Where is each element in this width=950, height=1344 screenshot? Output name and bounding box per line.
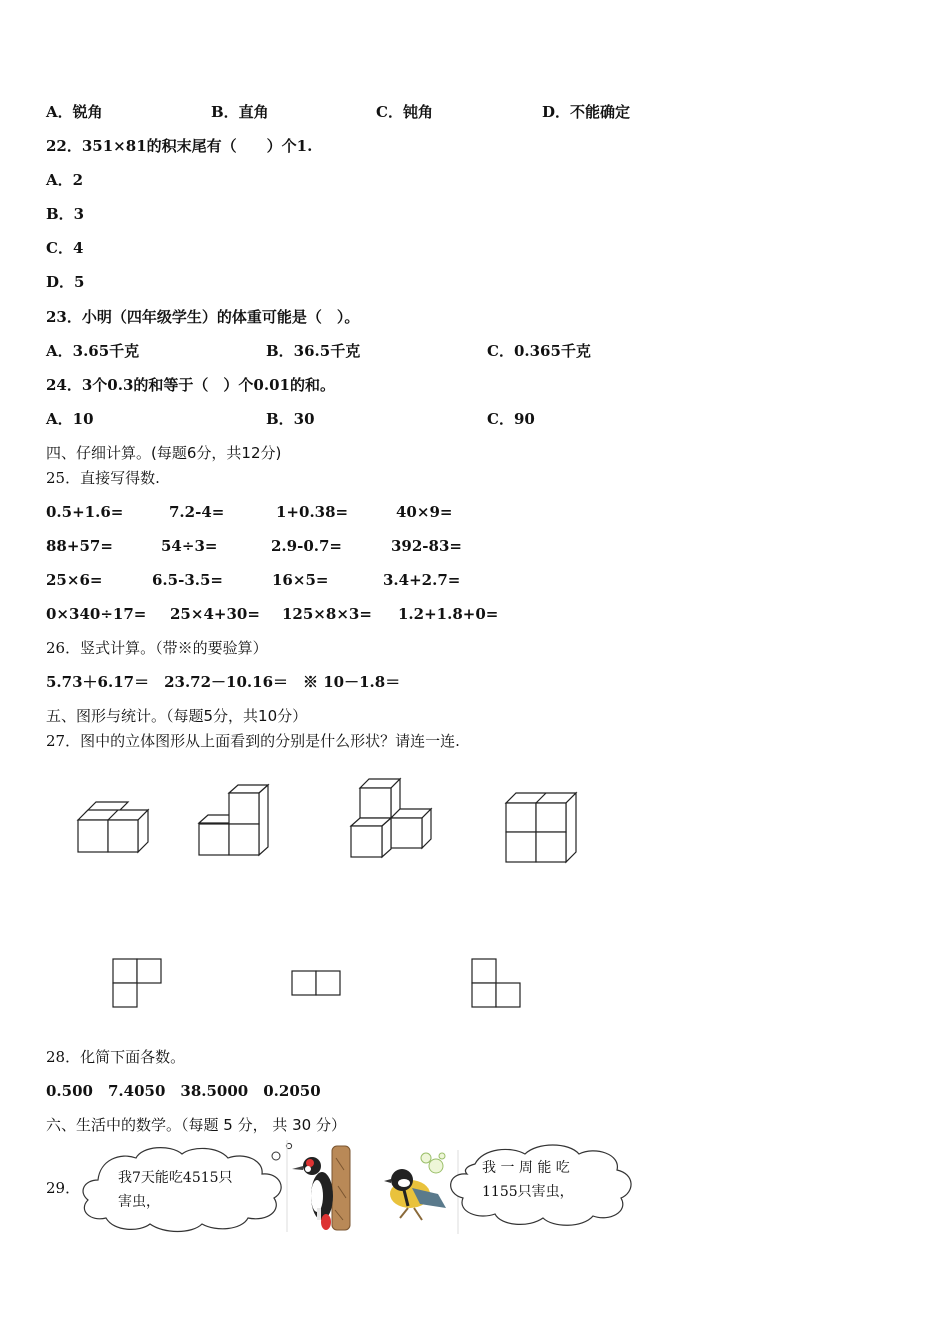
q25-stem: 25．直接写得数. [46, 469, 160, 487]
q25-item: 7.2-4= [169, 503, 225, 521]
q21-option-d[interactable]: D．不能确定 [542, 103, 631, 121]
top-view-shape-3[interactable] [471, 958, 523, 1008]
solid-figure-3[interactable] [345, 773, 440, 863]
bubble-right-line-2: 1155只害虫， [482, 1184, 574, 1200]
q26-items: 5.73＋6.17＝ 23.72－10.16＝ ※ 10－1.8＝ [46, 673, 401, 691]
section-5-heading: 五、图形与统计。（每题5分，共10分） [46, 707, 308, 725]
q25-item: 88+57= [46, 537, 113, 555]
q27-stem: 27．图中的立体图形从上面看到的分别是什么形状？请连一连. [46, 732, 460, 750]
q24-option-c[interactable]: C．90 [487, 410, 535, 428]
q28-items: 0.500 7.4050 38.5000 0.2050 [46, 1082, 321, 1100]
q26-stem: 26．竖式计算。（带※的要验算） [46, 639, 268, 657]
q25-item: 125×8×3= [282, 605, 372, 623]
q22-option-d[interactable]: D．5 [46, 273, 85, 291]
q25-item: 1+0.38= [276, 503, 349, 521]
section-6-heading: 六、生活中的数学。（每题 5 分， 共 30 分） [46, 1116, 346, 1134]
q25-item: 392-83= [391, 537, 462, 555]
q22-stem: 22．351×81的积末尾有（ ）个1. [46, 137, 313, 155]
q23-option-a[interactable]: A．3.65千克 [46, 342, 140, 360]
bubble-right-line-1: 我 一 周 能 吃 [482, 1160, 570, 1176]
q25-item: 40×9= [396, 503, 453, 521]
q25-item: 2.9-0.7= [271, 537, 342, 555]
q23-option-b[interactable]: B．36.5千克 [266, 342, 361, 360]
q25-item: 0×340÷17= [46, 605, 147, 623]
q23-option-c[interactable]: C．0.365千克 [487, 342, 591, 360]
q22-option-b[interactable]: B．3 [46, 205, 85, 223]
q21-option-c[interactable]: C．钝角 [376, 103, 433, 121]
q25-item: 54÷3= [161, 537, 218, 555]
q22-option-a[interactable]: A．2 [46, 171, 84, 189]
q29-number: 29． [46, 1179, 81, 1197]
q24-stem: 24．3个0.3的和等于（ ）个0.01的和。 [46, 376, 335, 394]
solid-figure-2[interactable] [192, 782, 282, 862]
q28-stem: 28．化简下面各数。 [46, 1048, 186, 1066]
q25-item: 6.5-3.5= [152, 571, 223, 589]
bubble-left-line-2: 害虫， [118, 1194, 160, 1210]
solid-figure-4[interactable] [500, 788, 590, 868]
q25-item: 1.2+1.8+0= [398, 605, 499, 623]
q25-item: 25×4+30= [170, 605, 260, 623]
bubble-left-line-1: 我7天能吃4515只 [118, 1170, 233, 1186]
q24-option-a[interactable]: A．10 [46, 410, 94, 428]
q23-stem: 23．小明（四年级学生）的体重可能是（ ）。 [46, 308, 360, 326]
q22-option-c[interactable]: C．4 [46, 239, 84, 257]
solid-figure-1[interactable] [70, 795, 160, 860]
section-4-heading: 四、仔细计算。(每题6分，共12分) [46, 444, 282, 462]
q25-item: 16×5= [272, 571, 329, 589]
woodpecker-illustration [286, 1140, 366, 1236]
q25-item: 25×6= [46, 571, 103, 589]
top-view-shape-2[interactable] [291, 970, 343, 998]
q21-option-b[interactable]: B．直角 [211, 103, 269, 121]
q24-option-b[interactable]: B．30 [266, 410, 315, 428]
q21-option-a[interactable]: A．锐角 [46, 103, 103, 121]
top-view-shape-1[interactable] [112, 958, 164, 1008]
q25-item: 0.5+1.6= [46, 503, 124, 521]
q25-item: 3.4+2.7= [383, 571, 461, 589]
